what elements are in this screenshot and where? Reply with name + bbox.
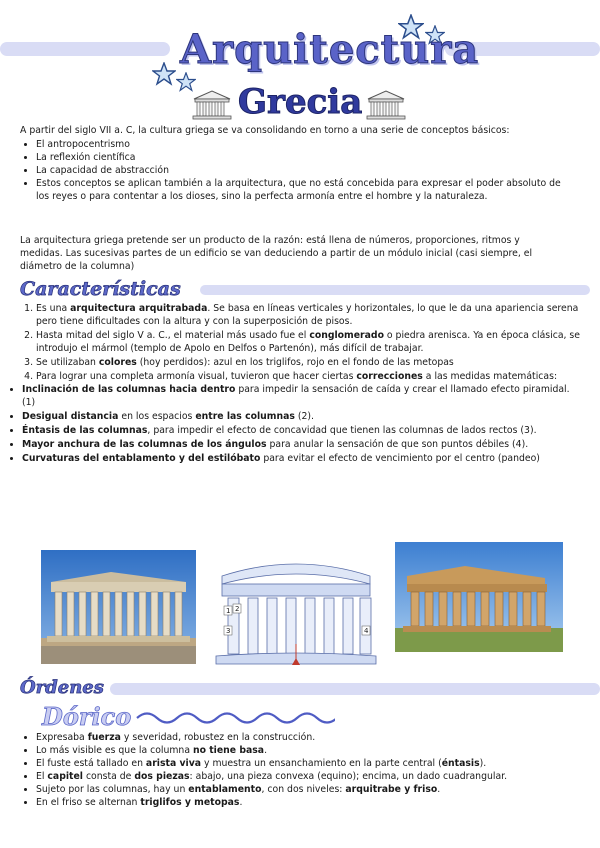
caracteristicas-list	[20, 302, 584, 466]
section-title-ordenes: Órdenes	[20, 677, 104, 698]
dorico-list	[20, 731, 596, 809]
list-item: • El capitel consta de dos piezas: abajo, una pieza convexa (equino); encima, un dado cuadrangular.	[36, 770, 596, 783]
diagram-label-1: 1	[226, 607, 231, 615]
intro-paragraph: La arquitectura griega pretende ser un producto de la razón: está llena de números, proporciones, ritmos y medidas. Las sucesivas partes de un edificio se van deduciendo a partir de un módulo inicial (casi siempre, el diámetro de la columna)	[20, 235, 533, 272]
section-title-dorico: Dórico	[42, 702, 132, 731]
list-item: • Lo más visible es que la columna no tiene basa.	[36, 744, 596, 757]
temple-icon	[366, 90, 406, 122]
list-item: • Expresaba fuerza y severidad, robustez en la construcción.	[36, 731, 596, 744]
caracteristicas-band	[200, 285, 590, 295]
section-title-caracteristicas: Características	[20, 278, 181, 300]
diagram-label-3: 3	[226, 627, 231, 635]
corrections-list	[22, 383, 584, 465]
list-item: • El antropocentrismo	[36, 138, 576, 151]
list-item: • Curvaturas del entablamento y del estilóbato para evitar el efecto de vencimiento por el centro (pandeo)	[22, 452, 584, 465]
list-item: • Sujeto por las columnas, hay un entablamento, con dos niveles: arquitrabe y friso.	[36, 783, 596, 796]
wave-decoration	[135, 708, 335, 728]
diagram-label-4: 4	[364, 627, 369, 635]
star-icon	[152, 62, 176, 86]
list-item: • El fuste está tallado en arista viva y muestra un ensanchamiento en la parte central (éntasis).	[36, 757, 596, 770]
diagram-label-2: 2	[235, 605, 240, 613]
list-item: • La reflexión científica	[36, 151, 576, 164]
temple-icon	[192, 90, 232, 122]
list-item: 1. Es una arquitectura arquitrabada. Se basa en líneas verticales y horizontales, lo que le da una apariencia serena pero tiene dificultades con la altura y con la superposición de pisos.	[36, 302, 584, 328]
corrections-diagram	[202, 544, 390, 672]
list-item: 4. Para lograr una completa armonía visual, tuvieron que hacer ciertas correcciones a las medidas matemáticas: • Inclinación de las columnas hacia dentro para impedir la sensación de caída y crear el llamado efecto piramidal. (1) • Desigual distancia en los espacios entre las columnas (2). • Éntasis de las columnas, para impedir el efecto de concavidad que tienen las columnas de lados rectos (3). • Mayor anchura de las columnas de los ángulos para anular la sensación de que son puntos débiles (4). • Curvaturas del entablamento y del estilóbato para evitar el efecto de vencimiento por el centro (pandeo)	[36, 370, 584, 465]
intro-lead: A partir del siglo VII a. C, la cultura griega se va consolidando en torno a una serie de conceptos básicos:	[20, 125, 510, 136]
list-item: 3. Se utilizaban colores (hoy perdidos): azul en los triglifos, rojo en el fondo de las metopas	[36, 356, 584, 369]
intro-bullets	[20, 138, 576, 203]
list-item: 2. Hasta mitad del siglo V a. C., el material más usado fue el conglomerado o piedra arenisca. Ya en época clásica, se introdujo el mármol (templo de Apolo en Delfos o Partenón), más difícil de trabajar.	[36, 329, 584, 355]
list-item: • La capacidad de abstracción	[36, 164, 576, 177]
page-title: Arquitectura	[180, 26, 480, 73]
parthenon-photo	[41, 550, 196, 664]
header-band-left	[0, 42, 170, 56]
list-item: • Mayor anchura de las columnas de los ángulos para anular la sensación de que son puntos débiles (4).	[22, 438, 584, 451]
page-subtitle: Grecia	[238, 82, 363, 122]
list-item: • Desigual distancia en los espacios entre las columnas (2).	[22, 410, 584, 423]
list-item: • En el friso se alternan triglifos y metopas.	[36, 796, 596, 809]
ordenes-band	[110, 683, 600, 695]
list-item: • Inclinación de las columnas hacia dentro para impedir la sensación de caída y crear el llamado efecto piramidal. (1)	[22, 383, 584, 409]
paestum-temple-photo	[395, 542, 563, 652]
list-item: • Estos conceptos se aplican también a la arquitectura, que no está concebida para expresar el poder absoluto de los reyes o para contentar a los dioses, sino la perfecta armonía entre el hombre y la naturaleza.	[36, 177, 576, 203]
list-item: • Éntasis de las columnas, para impedir el efecto de concavidad que tienen las columnas de lados rectos (3).	[22, 424, 584, 437]
star-icon	[176, 72, 196, 92]
